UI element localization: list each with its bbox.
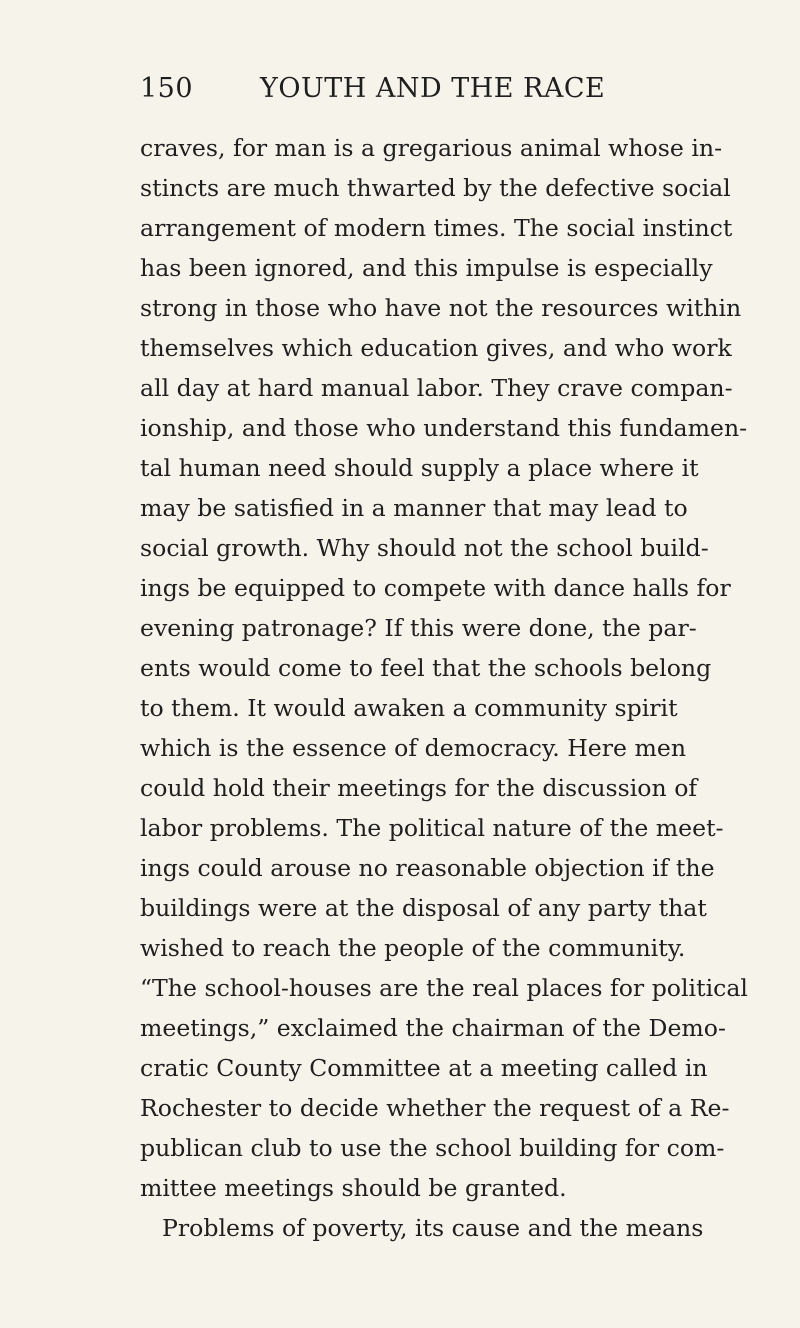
text-line: craves, for man is a gregarious animal whose in- [140,134,723,162]
text-line: may be satisfied in a manner that may lead to [140,494,688,522]
text-line: buildings were at the disposal of any party that [140,894,707,922]
text-line: has been ignored, and this impulse is especially [140,254,713,282]
page-number: 150 [140,73,194,104]
text-line: strong in those who have not the resources within [140,294,742,322]
text-line: “The school-houses are the real places for political [140,974,748,1002]
text-line: themselves which education gives, and who work [140,334,732,362]
text-line: meetings,” exclaimed the chairman of the Demo- [140,1014,726,1042]
text-line: evening patronage? If this were done, the par- [140,614,697,642]
text-line: ings be equipped to compete with dance halls for [140,574,731,602]
text-line: stincts are much thwarted by the defective social [140,174,731,202]
text-line: publican club to use the school building for com- [140,1134,725,1162]
running-title: YOUTH AND THE RACE [260,73,606,104]
text-line: labor problems. The political nature of the meet- [140,814,724,842]
text-line: cratic County Committee at a meeting called in [140,1054,708,1082]
text-line: wished to reach the people of the community. [140,934,686,962]
text-line: which is the essence of democracy. Here men [140,734,687,762]
text-line: could hold their meetings for the discussion of [140,774,698,802]
text-line: tal human need should supply a place where it [140,454,699,482]
text-line: to them. It would awaken a community spirit [140,694,678,722]
text-line: mittee meetings should be granted. [140,1174,567,1202]
text-line: all day at hard manual labor. They crave compan- [140,374,733,402]
body-text [140,128,748,1248]
text-line: social growth. Why should not the school build- [140,534,709,562]
text-line: ings could arouse no reasonable objection if the [140,854,715,882]
text-line: ionship, and those who understand this fundamen- [140,414,748,442]
text-line: arrangement of modern times. The social instinct [140,214,733,242]
text-line: Rochester to decide whether the request of a Re- [140,1094,730,1122]
text-line: Problems of poverty, its cause and the means [162,1214,704,1242]
text-line: ents would come to feel that the schools belong [140,654,712,682]
page-header [140,73,660,113]
